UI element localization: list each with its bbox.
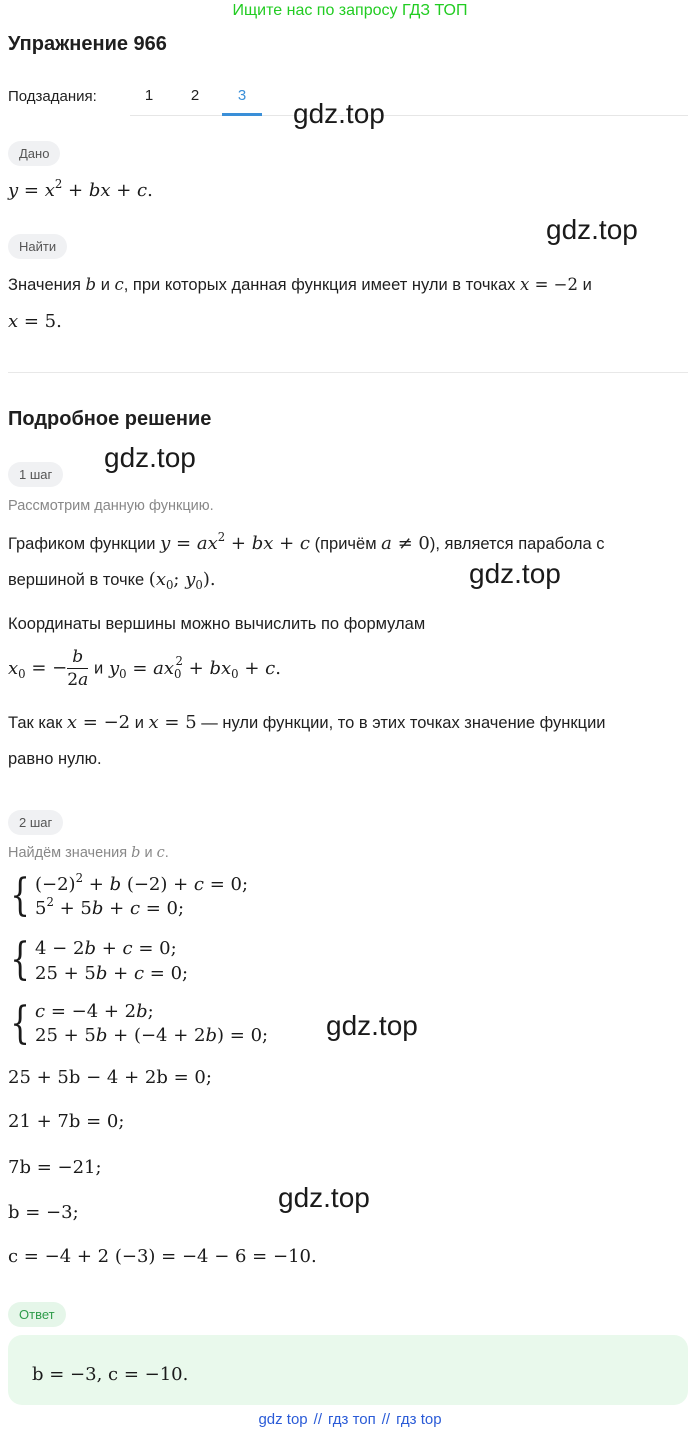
step2-hint: Найдём значения b и c. — [8, 845, 169, 861]
step1-line1: Графиком функции $y = ax^2$ + bx + c (причём a ≠ 0), является парабола с — [8, 529, 605, 554]
system2-brace: { — [10, 934, 30, 985]
system1-brace: { — [10, 870, 30, 921]
watermark: gdz.top — [546, 214, 638, 245]
footer-links: gdz top // гдз топ // гдз top — [258, 1411, 442, 1428]
section-divider — [8, 372, 688, 373]
solution-title: Подробное решение — [8, 408, 212, 430]
step1-line2: вершиной в точке ($x_0$; $y_0$). — [8, 569, 216, 593]
page-title: Упражнение 966 — [8, 33, 167, 55]
solution-eq4: b = −3; — [8, 1202, 79, 1223]
system1-eq2: $5^2 + 5b + c = 0$; — [35, 894, 185, 919]
given-formula: $y = x^2$ + bx + c. — [8, 176, 153, 201]
step1-line6: равно нулю. — [8, 750, 102, 768]
footer-link[interactable]: gdz top — [258, 1411, 308, 1428]
footer-link[interactable]: гдз топ — [328, 1411, 376, 1428]
footer-link[interactable]: гдз top — [396, 1411, 442, 1428]
vertex-formulas: $x_0$ = − $\frac{b}{2a}$ и $y_0 = ax_0^2 + bx_0 + c$. — [8, 647, 281, 690]
system3-eq2: 25 + 5b + (−4 + 2b) = 0; — [35, 1025, 269, 1046]
system3-brace: { — [10, 998, 30, 1049]
solution-eq2: 21 + 7b = 0; — [8, 1111, 125, 1132]
system1-eq1: $(-2)^2 + b$ (−2) + c = 0; — [35, 870, 249, 895]
watermark: gdz.top — [278, 1182, 370, 1213]
step1-hint: Рассмотрим данную функцию. — [8, 498, 214, 514]
watermark: gdz.top — [104, 442, 196, 473]
find-text-line1: Значения b и c, при которых данная функция имеет нули в точках x = −2 и — [8, 275, 592, 294]
solution-eq3: 7b = −21; — [8, 1157, 102, 1178]
system2-eq2: 25 + 5b + c = 0; — [35, 963, 189, 984]
step1-line3: Координаты вершины можно вычислить по формулам — [8, 615, 426, 633]
system3-eq1: c = −4 + 2b; — [35, 1001, 154, 1022]
answer-badge: Ответ — [8, 1302, 66, 1327]
subtask-tab-3[interactable]: 3 — [237, 87, 247, 104]
find-text-line2: x = 5. — [8, 311, 62, 332]
step2-badge: 2 шаг — [8, 810, 63, 835]
system2-eq1: 4 − 2b + c = 0; — [35, 938, 177, 959]
watermark: gdz.top — [469, 558, 561, 589]
solution-eq5: c = −4 + 2 (−3) = −4 − 6 = −10. — [8, 1246, 317, 1267]
step1-badge: 1 шаг — [8, 462, 63, 487]
answer-value: b = −3, c = −10. — [32, 1364, 189, 1385]
subtask-tab-1[interactable]: 1 — [144, 87, 154, 104]
find-badge: Найти — [8, 234, 67, 259]
watermark: gdz.top — [326, 1010, 418, 1041]
subtasks-divider — [130, 115, 688, 116]
watermark: gdz.top — [293, 98, 385, 129]
active-tab-indicator — [222, 113, 262, 116]
given-badge: Дано — [8, 141, 60, 166]
solution-eq1: 25 + 5b − 4 + 2b = 0; — [8, 1067, 212, 1088]
top-banner: Ищите нас по запросу ГДЗ ТОП — [232, 2, 468, 19]
subtask-tab-2[interactable]: 2 — [190, 87, 200, 104]
step1-line5: Так как x = −2 и x = 5 — нули функции, то в этих точках значение функции — [8, 712, 606, 733]
subtasks-label: Подзадания: — [8, 88, 97, 105]
